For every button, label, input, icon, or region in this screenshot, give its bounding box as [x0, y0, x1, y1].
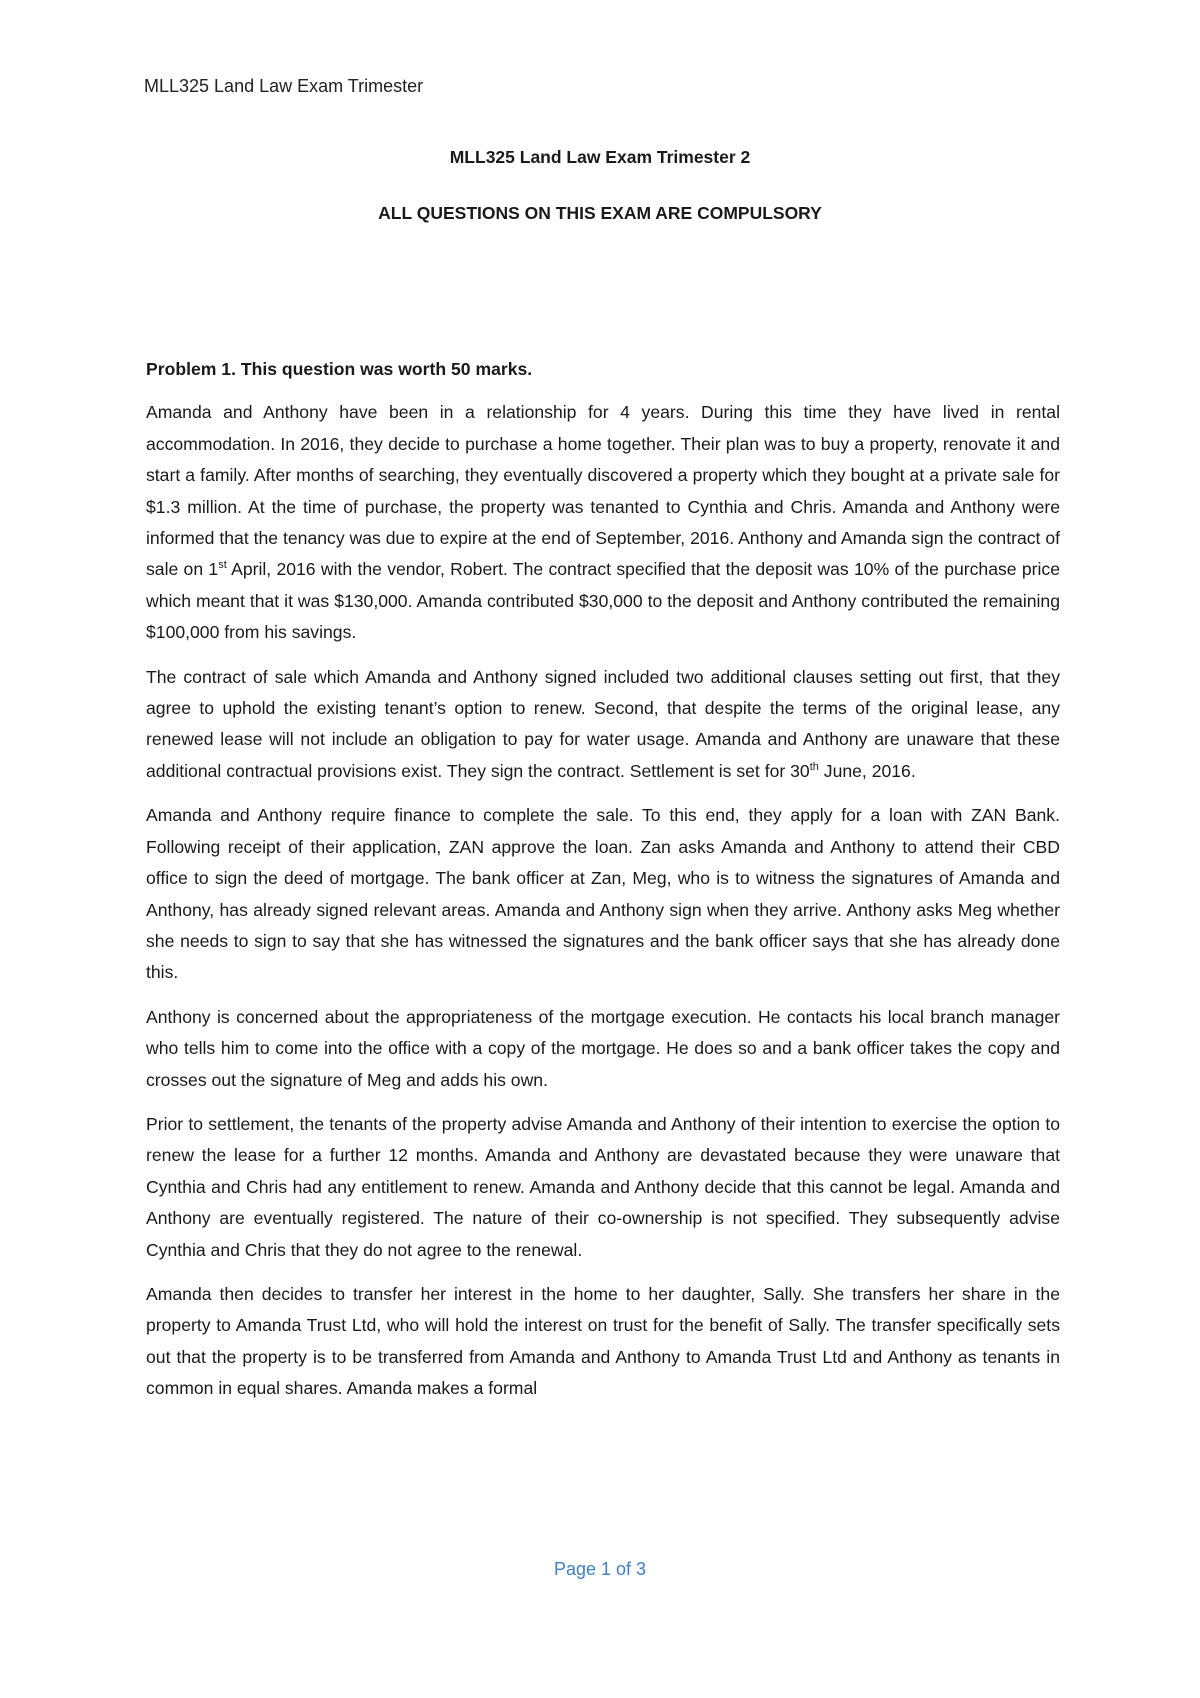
- document-title: MLL325 Land Law Exam Trimester 2: [449, 147, 751, 167]
- document-subtitle: ALL QUESTIONS ON THIS EXAM ARE COMPULSORY: [378, 203, 822, 223]
- paragraph-2: [146, 662, 1060, 788]
- paragraph-1-text-a: Amanda and Anthony have been in a relationship for 4 years. During this time they have lived in rental accommodation. In 2016, they decide to purchase a home together. Their plan was to buy a property, renovate it and start a family. After months of searching, they eventually discovered a property which they bought at a private sale for $1.3 million. At the time of purchase, the property was tenanted to Cynthia and Chris. Amanda and Anthony were informed that the tenancy was due to expire at the end of September, 2016. Anthony and Amanda sign the contract of sale on 1: [146, 402, 1060, 580]
- running-header: MLL325 Land Law Exam Trimester: [144, 76, 424, 96]
- paragraph-6: Amanda then decides to transfer her interest in the home to her daughter, Sally. She transfers her share in the property to Amanda Trust Ltd, who will hold the interest on trust for the benefit of Sally. The transfer specifically sets out that the property is to be transferred from Amanda and Anthony to Amanda Trust Ltd and Anthony as tenants in common in equal shares. Amanda makes a formal: [146, 1283, 1060, 1399]
- ordinal-suffix: st: [218, 559, 227, 572]
- paragraph-1: [146, 397, 1060, 648]
- paragraph-5: Prior to settlement, the tenants of the property advise Amanda and Anthony of their intention to exercise the option to renew the lease for a further 12 months. Amanda and Anthony are devastated because they were unaware that Cynthia and Chris had any entitlement to renew. Amanda and Anthony decide that this cannot be legal. Amanda and Anthony are eventually registered. The nature of their co-ownership is not specified. They subsequently advise Cynthia and Chris that they do not agree to the renewal.: [146, 1113, 1060, 1260]
- paragraph-4: Anthony is concerned about the appropriateness of the mortgage execution. He contacts his local branch manager who tells him to come into the office with a copy of the mortgage. He does so and a bank officer takes the copy and crosses out the signature of Meg and adds his own.: [146, 1006, 1060, 1090]
- problem-section: [146, 354, 1060, 1418]
- problem-heading: Problem 1. This question was worth 50 marks.: [146, 359, 533, 379]
- title-block: [144, 146, 1056, 224]
- paragraph-1-text-b: April, 2016 with the vendor, Robert. The contract specified that the deposit was 10% of the purchase price which meant that it was $130,000. Amanda contributed $30,000 to the deposit and Anthony contributed the remaining $100,000 from his savings.: [146, 559, 1060, 643]
- paragraph-2-text-b: June, 2016.: [818, 760, 916, 781]
- page-number: Page 1 of 3: [553, 1559, 647, 1579]
- ordinal-suffix: th: [809, 761, 819, 774]
- paragraph-2-text-a: The contract of sale which Amanda and Anthony signed included two additional clauses setting out first, that they agree to uphold the existing tenant’s option to renew. Second, that despite the terms of the original lease, any renewed lease will not include an obligation to pay for water usage. Amanda and Anthony are unaware that these additional contractual provisions exist. They sign the contract. Settlement is set for 30: [146, 666, 1060, 781]
- paragraph-3: Amanda and Anthony require finance to complete the sale. To this end, they apply for a loan with ZAN Bank. Following receipt of their application, ZAN approve the loan. Zan asks Amanda and Anthony to attend their CBD office to sign the deed of mortgage. The bank officer at Zan, Meg, who is to witness the signatures of Amanda and Anthony, has already signed relevant areas. Amanda and Anthony sign when they arrive. Anthony asks Meg whether she needs to sign to say that she has witnessed the signatures and the bank officer says that she has already done this.: [146, 805, 1060, 983]
